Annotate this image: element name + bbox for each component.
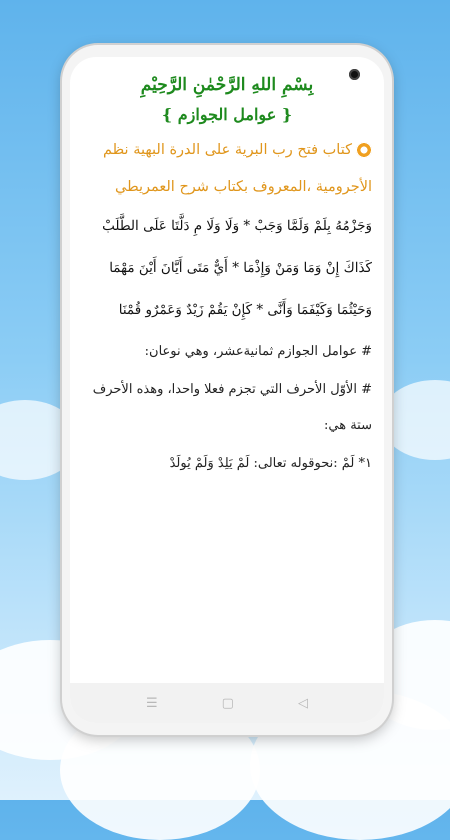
chapter-title: { عوامل الجوازم } — [161, 105, 293, 124]
verse-line: كَذَاكَ إِنْ وَمَا وَمَنْ وَإِذْمَا * أَيٌّ مَتَى أَيَّانَ أَيْنَ مَهْمَا — [109, 260, 372, 276]
intro-text: كتاب فتح رب البرية على الدرة البهية نظم الأجرومية ،المعروف بكتاب شرح العمريطي — [103, 142, 372, 195]
note-line: # عوامل الجوازم ثمانيةعشر، وهي نوعان: — [144, 344, 372, 359]
basmala-heading: بِسْمِ اللهِ الرَّحْمٰنِ الرَّحِيْمِ — [140, 75, 314, 95]
phone-frame — [62, 45, 392, 735]
menu-icon[interactable]: ☰ — [146, 695, 158, 711]
note-line: # الأوّل الأحرف التي تجزم فعلا واحدا، وهذه الأحرف ستة هي: — [92, 382, 372, 433]
note-line: ١* لَمْ :نحوقوله تعالى: لَمْ يَلِدْ وَلَمْ يُولَدْ — [169, 456, 372, 471]
flower-icon — [356, 142, 372, 158]
system-navigation-bar — [70, 683, 384, 723]
intro-paragraph — [82, 132, 372, 206]
reader-content — [70, 57, 384, 683]
home-icon[interactable]: ▢ — [221, 695, 234, 711]
verse-line: وَحَيْثُمَا وَكَيْفَمَا وَأَنَّى * كَإِنْ يَقُمْ زَيْدٌ وَعَمْرٌو قُمْنَا — [118, 302, 372, 318]
phone-screen — [70, 57, 384, 723]
verse-line: وَجَزْمُهُ بِلَمْ وَلَمَّا وَجَبْ * وَلَا وَلَا مِ دَلَّتَا عَلَى الطَّلَبْ — [102, 218, 372, 234]
back-icon[interactable]: ◁ — [297, 695, 308, 711]
